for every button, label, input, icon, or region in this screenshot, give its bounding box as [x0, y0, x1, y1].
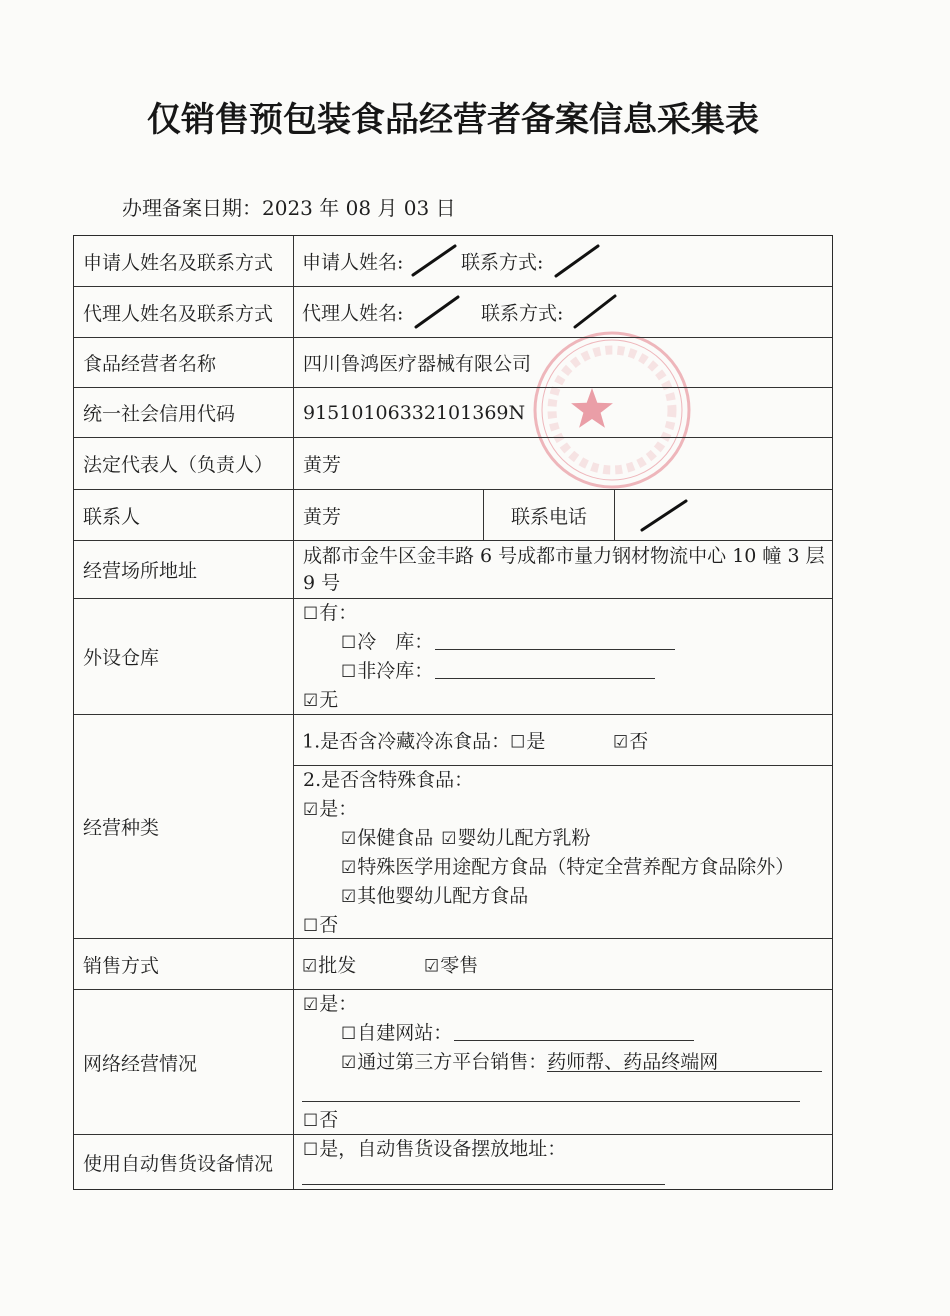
filing-date-value: 2023 年 08 月 03 日: [262, 196, 456, 220]
online-extra-fill-line[interactable]: [302, 1101, 800, 1102]
checkbox[interactable]: ☐: [341, 662, 357, 682]
option-label: 是：: [319, 993, 358, 1015]
option-label: 是，自动售货设备摆放地址：: [319, 1138, 567, 1160]
table-row-legal-representative: [74, 438, 832, 490]
applicant-value: [294, 236, 832, 286]
special-food-question: [294, 766, 832, 940]
cold-storage-fill-line[interactable]: [435, 632, 675, 650]
form-title: 仅销售预包装食品经营者备案信息采集表: [147, 100, 759, 140]
special-food-question-text: 2.是否含特殊食品：: [303, 769, 474, 791]
table-row-business-type: [74, 715, 832, 939]
wholesale-option: [302, 951, 356, 978]
warehouse-value: [294, 599, 832, 714]
checkbox[interactable]: ☐: [341, 633, 357, 653]
checkbox[interactable]: ☑: [303, 995, 319, 1015]
online-label: 网络经营情况: [74, 990, 294, 1134]
option-label: 自建网站：: [357, 1022, 453, 1044]
special-medical-food-option: [294, 853, 832, 882]
option-label: 冷 库：: [357, 631, 434, 653]
cold-food-no-option: [613, 727, 648, 754]
checkbox[interactable]: ☐: [341, 1024, 357, 1044]
contact-phone-value: [615, 490, 832, 540]
table-row-agent: [74, 287, 832, 338]
warehouse-yes-option: [294, 599, 832, 628]
option-label: 否: [319, 1109, 339, 1131]
online-no-option: [294, 1106, 832, 1135]
checkbox[interactable]: ☑: [341, 858, 357, 878]
filing-date: [122, 193, 456, 223]
checkbox[interactable]: ☑: [341, 1053, 357, 1073]
checkbox[interactable]: ☑: [424, 956, 440, 977]
table-row-warehouse: [74, 599, 832, 715]
option-label: 保健食品: [357, 827, 434, 849]
checkbox[interactable]: ☑: [303, 691, 319, 711]
business-type-label: 经营种类: [74, 715, 294, 938]
own-site-fill-line[interactable]: [454, 1023, 694, 1041]
checkbox[interactable]: ☐: [303, 1111, 319, 1131]
vending-label: 使用自动售货设备情况: [74, 1135, 294, 1189]
option-label: 婴幼儿配方乳粉: [457, 827, 591, 849]
non-cold-storage-fill-line[interactable]: [435, 661, 655, 679]
checkbox[interactable]: ☐: [303, 604, 319, 624]
warehouse-label: 外设仓库: [74, 599, 294, 714]
table-row-sales-method: [74, 939, 832, 990]
third-party-platforms-value[interactable]: 药师帮、药品终端网: [547, 1053, 822, 1072]
option-label: 有：: [319, 602, 358, 624]
checkbox[interactable]: ☑: [302, 956, 318, 977]
option-label: 批发: [318, 954, 357, 977]
checkbox[interactable]: ☑: [613, 732, 629, 753]
warehouse-cold-option: [294, 628, 832, 657]
option-label: 否: [319, 914, 339, 936]
table-row-applicant: [74, 236, 832, 287]
warehouse-non-cold-option: [294, 657, 832, 686]
contact-person-label: 联系人: [74, 490, 294, 540]
option-label: 是：: [319, 798, 358, 820]
business-type-value: [294, 715, 832, 938]
checkbox[interactable]: ☐: [510, 732, 526, 753]
info-table: [73, 235, 833, 1190]
retail-option: [424, 951, 478, 978]
table-row-operator-name: [74, 338, 832, 388]
cold-food-question-text: [302, 727, 545, 754]
agent-name-label: 代理人姓名:: [302, 302, 404, 325]
vending-value: [294, 1135, 832, 1189]
agent-label: 代理人姓名及联系方式: [74, 287, 294, 337]
cold-food-question: [294, 715, 832, 766]
option-label: 否: [629, 730, 649, 753]
own-site-option: [294, 1019, 832, 1048]
checkbox[interactable]: ☑: [441, 829, 457, 849]
contact-phone-label: 联系电话: [484, 490, 615, 540]
contact-person-value: 黄芳: [294, 490, 484, 540]
checkbox[interactable]: ☐: [303, 1140, 319, 1160]
vending-yes-option: [294, 1135, 832, 1164]
option-label: 是: [526, 730, 546, 753]
legal-representative-label: 法定代表人（负责人）: [74, 438, 294, 489]
option-label: 非冷库：: [357, 660, 434, 682]
checkbox[interactable]: ☑: [303, 800, 319, 820]
table-row-credit-code: [74, 388, 832, 438]
operator-name-label: 食品经营者名称: [74, 338, 294, 387]
option-label: 通过第三方平台销售：: [357, 1051, 548, 1073]
option-label: 无: [319, 689, 339, 711]
option-label: 其他婴幼儿配方食品: [357, 885, 529, 907]
warehouse-no-option: [294, 686, 832, 715]
table-row-contact-person: [74, 490, 832, 541]
filing-date-label: 办理备案日期：: [122, 196, 262, 220]
legal-representative-value: 黄芳: [303, 454, 342, 476]
sales-method-label: 销售方式: [74, 939, 294, 989]
applicant-name-label: 申请人姓名:: [302, 251, 404, 274]
question-text: 1.是否含冷藏冷冻食品：: [302, 730, 511, 753]
table-row-online: [74, 990, 832, 1135]
applicant-contact-label: 联系方式:: [461, 251, 544, 274]
special-food-yes-option: [294, 795, 832, 824]
table-row-vending: [74, 1135, 832, 1189]
credit-code-label: 统一社会信用代码: [74, 388, 294, 437]
credit-code-value: 91510106332101369N: [303, 401, 526, 424]
operator-name-value: 四川鲁鸿医疗器械有限公司: [303, 353, 532, 375]
sales-method-value: [294, 939, 832, 989]
third-party-option: [294, 1048, 832, 1077]
applicant-label: 申请人姓名及联系方式: [74, 236, 294, 286]
checkbox[interactable]: ☐: [303, 916, 319, 936]
address-label: 经营场所地址: [74, 541, 294, 598]
option-label: 特殊医学用途配方食品（特定全营养配方食品除外）: [357, 856, 795, 878]
special-food-no-option: [294, 911, 832, 940]
option-label: 零售: [440, 954, 479, 977]
online-yes-option: [294, 990, 832, 1019]
other-infant-formula-option: [294, 882, 832, 911]
table-row-address: [74, 541, 832, 599]
vending-address-fill-line[interactable]: [302, 1184, 665, 1185]
agent-contact-label: 联系方式:: [481, 302, 564, 325]
agent-value: [294, 287, 832, 337]
checkbox[interactable]: ☑: [341, 829, 357, 849]
address-value: 成都市金牛区金丰路 6 号成都市量力钢材物流中心 10 幢 3 层 9 号: [303, 545, 825, 594]
online-value: [294, 990, 832, 1134]
special-food-items-line: [294, 824, 832, 853]
checkbox[interactable]: ☑: [341, 887, 357, 907]
contact-person-cells: [294, 490, 832, 540]
